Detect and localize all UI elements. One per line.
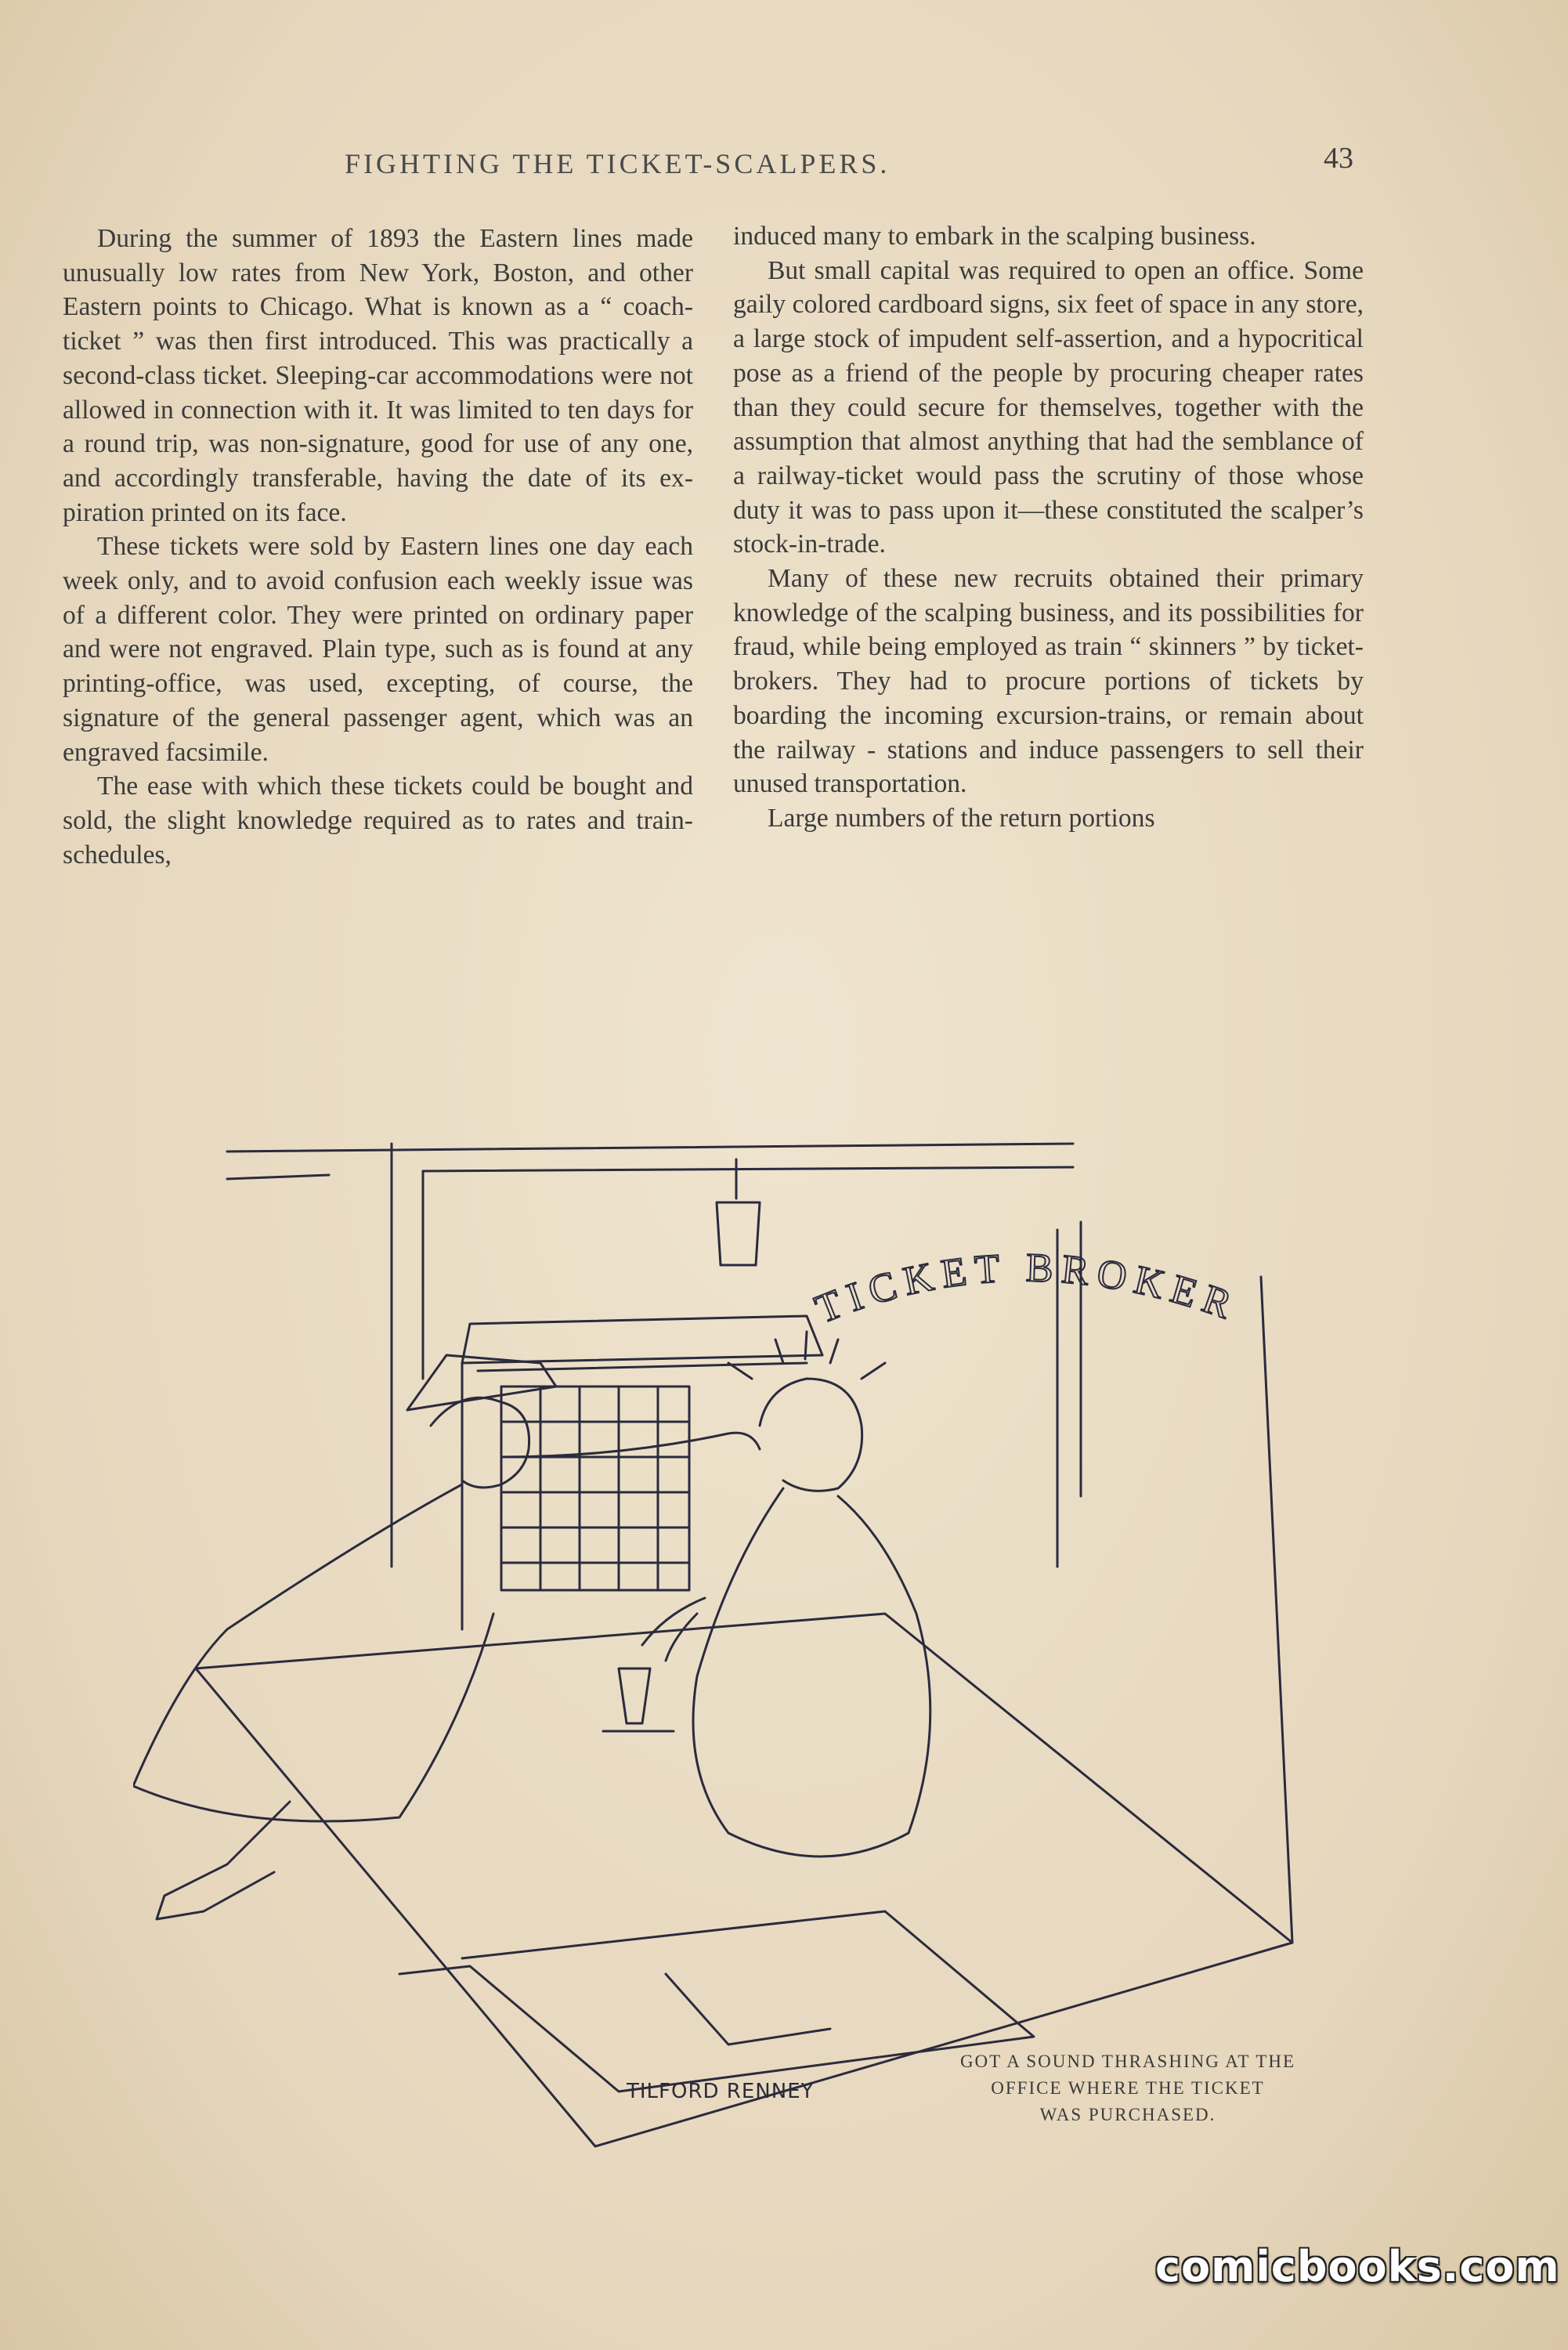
right-paragraph-4: Large numbers of the return portions (768, 803, 1155, 833)
page-number: 43 (1324, 142, 1353, 175)
right-column (733, 219, 1364, 836)
left-paragraph-2: These tickets were sold by Eastern lines one day each week only, and to avoid confusion each weekly issue was of a different color. They were printed on ordinary paper and were not engraved. Plain type, such as is found at any printing-office, was used, excepting, of course, the signature of the general passenger agent, which was an engraved facsimile. (63, 532, 693, 767)
running-head: FIGHTING THE TICKET-SCALPERS. (345, 148, 891, 179)
pigeon-hole-cabinet (501, 1386, 689, 1590)
left-paragraph-3: The ease with which these tickets could be bought and sold, the slight knowledge required as to rates and train-schedules, (63, 772, 693, 870)
caption-line-3: WAS PURCHASED. (1039, 2105, 1216, 2124)
left-paragraph-1: During the summer of 1893 the Eastern lines made unusually low rates from New York, Boston, and other Eastern points to Chicago. What is known as a “ coach-ticket ” was then first introduced. This was practically a second-class ticket. Sleeping-car accommodations were not allowed in connection with it. It was limited to ten days for a round trip, was non-signature, good for use of any one, and accordingly transferable, having the date of its expiration printed on its face. (63, 224, 693, 527)
window-sign-text (809, 1246, 1245, 1332)
caption-line-2: OFFICE WHERE THE TICKET (991, 2078, 1265, 2098)
inkstand (603, 1668, 674, 1731)
watermark-logo: comicbooks.com (1155, 2242, 1560, 2291)
broker-head (760, 1379, 862, 1491)
cornice (462, 1316, 822, 1363)
left-column (63, 222, 693, 872)
window-edge (1261, 1277, 1292, 1943)
illustration-caption (885, 2048, 1371, 2128)
customer-coat (133, 1484, 493, 1821)
caption-line-1: GOT A SOUND THRASHING AT THE (959, 2052, 1296, 2071)
hanging-lamp (717, 1159, 760, 1265)
ticket-broker-illustration (133, 1128, 1371, 2162)
ceiling-line (227, 1144, 1073, 1152)
artist-signature: TILFORD RENNEY (627, 2080, 815, 2103)
right-paragraph-3: Many of these new recruits obtained their primary knowledge of the scalping business, and its possibilities for fraud, while being employed as train “ skinners ” by ticket-brokers. They had to procure portions of tickets by boarding the incoming excursion-trains, or remain about the railway - stations and induce passengers to sell their unused transportation. (733, 564, 1364, 799)
window-sign-textpath: TICKET BROKER (809, 1246, 1245, 1332)
customer-head (431, 1397, 529, 1488)
broker-body (693, 1488, 930, 1856)
right-paragraph-1: induced many to embark in the scalping business. (733, 222, 1256, 251)
page-header (0, 142, 1568, 194)
right-paragraph-2: But small capital was required to open an office. Some gaily colored cardboard signs, six feet of space in any store, a large stock of impudent self-assertion, and a hypocritical pose as a friend of the people by procuring cheaper rates than they could secure for themselves, together with the assumption that almost anything that had the semblance of a railway-ticket would pass the scrutiny of those whose duty it was to pass upon it—these constituted the scalper’s stock-in-trade. (733, 255, 1364, 559)
